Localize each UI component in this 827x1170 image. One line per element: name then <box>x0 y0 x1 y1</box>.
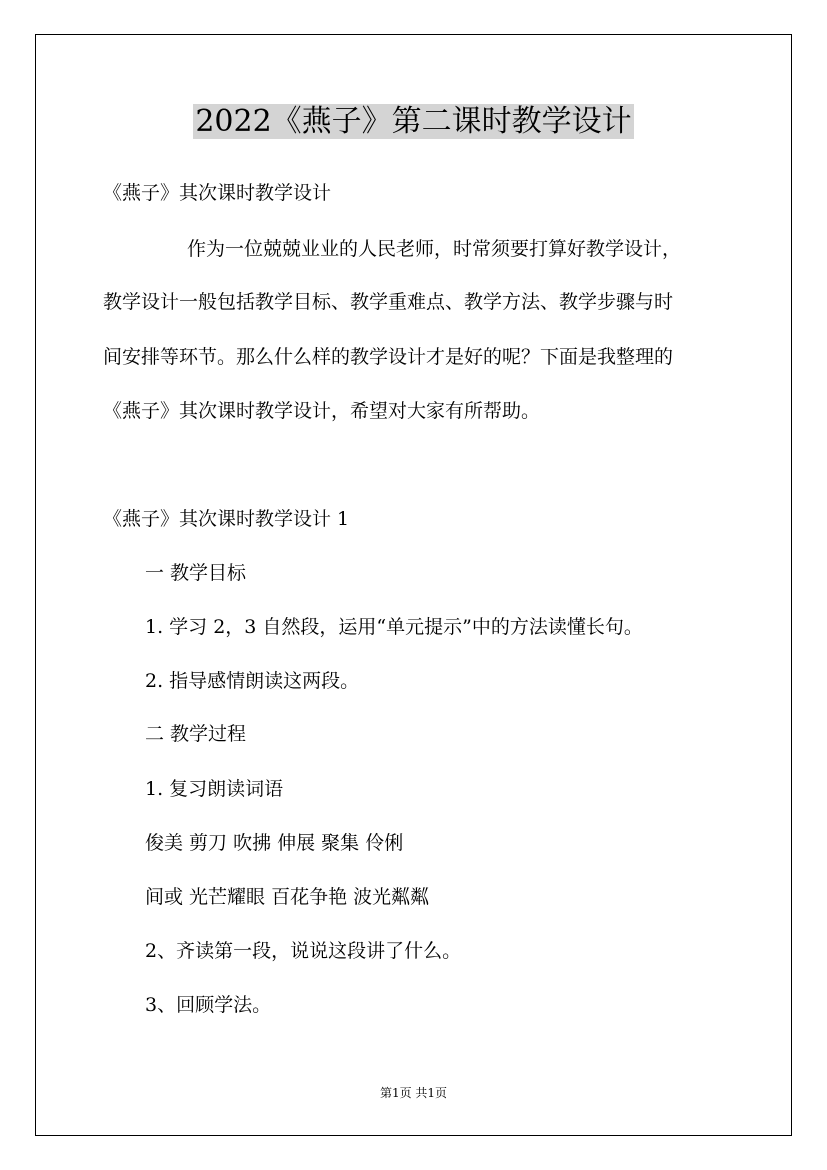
process-item-1: 1. 复习朗读词语 <box>145 778 284 800</box>
subtitle: 《燕子》其次课时教学设计 <box>103 182 332 204</box>
intro-line-3: 间安排等环节。那么什么样的教学设计才是好的呢？下面是我整理的 <box>103 346 674 368</box>
page-footer: 第1页 共1页 <box>379 1086 448 1100</box>
process-item-2: 2、齐读第一段，说说这段讲了什么。 <box>145 940 462 962</box>
document-title-text: 2022《燕子》第二课时教学设计 <box>195 104 632 139</box>
intro-line-2: 教学设计一般包括教学目标、教学重难点、教学方法、教学步骤与时 <box>103 291 674 313</box>
document-title <box>0 103 827 141</box>
goal-item-2: 2. 指导感情朗读这两段。 <box>145 670 360 692</box>
vocabulary-line-1: 俊美 剪刀 吹拂 伸展 聚集 伶俐 <box>145 832 404 854</box>
intro-line-4: 《燕子》其次课时教学设计，希望对大家有所帮助。 <box>103 400 541 422</box>
process-item-3: 3、回顾学法。 <box>145 994 272 1016</box>
section-title: 《燕子》其次课时教学设计 1 <box>103 508 350 530</box>
goal-item-1: 1. 学习 2，3 自然段，运用“单元提示”中的方法读懂长句。 <box>145 616 643 638</box>
vocabulary-line-2: 间或 光芒耀眼 百花争艳 波光粼粼 <box>145 886 430 908</box>
heading-teaching-goals: 一 教学目标 <box>145 562 247 584</box>
heading-teaching-process: 二 教学过程 <box>145 723 247 745</box>
intro-line-1: 作为一位兢兢业业的人民老师，时常须要打算好教学设计， <box>187 238 682 260</box>
